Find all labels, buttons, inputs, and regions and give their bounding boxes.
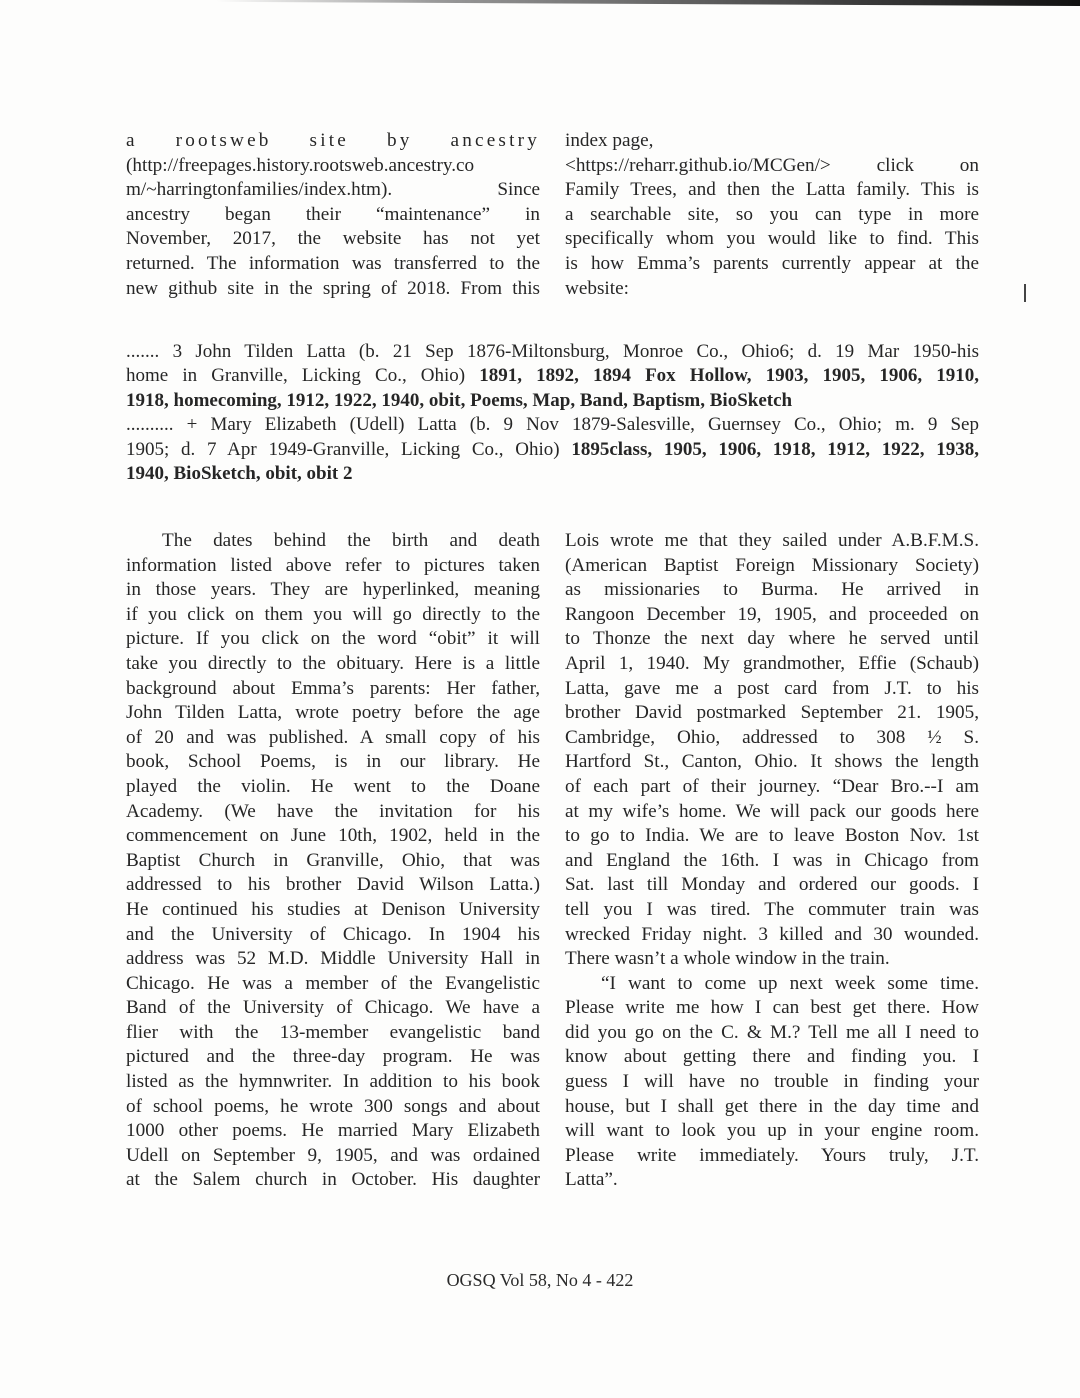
text-line: Udell on September 9, 1905, and was ordained <box>126 1144 540 1166</box>
text-line: Band of the University of Chicago. We have a <box>126 997 540 1019</box>
page-footer: OGSQ Vol 58, No 4 - 422 <box>446 1270 634 1290</box>
text-line: new github site in the spring of 2018. From this <box>126 277 540 299</box>
text-line: played the violin. He went to the Doane <box>126 775 540 797</box>
text-line: know about getting there and finding you. I <box>565 1046 979 1068</box>
entry-mary-line-3 <box>126 462 979 486</box>
text-line: will want to look you up in your engine room. <box>565 1120 979 1142</box>
text-line: wrecked Friday night. 3 killed and 30 wounded. <box>565 923 979 945</box>
text-line: Latta”. <box>565 1169 618 1191</box>
text-line: addressed to his brother David Wilson Latta.) <box>126 874 540 896</box>
bottom-right-column <box>565 529 979 1193</box>
text-line: pictured and the three-day program. He was <box>126 1046 540 1068</box>
text-line: at my wife’s home. We will pack our goods here <box>565 800 979 822</box>
text-line: tell you I was tired. The commuter train was <box>565 898 979 920</box>
entry-mary-line-1: .......... + Mary Elizabeth (Udell) Latta (b. 9 Nov 1879-Salesville, Guernsey Co., Ohio; m. 9 Sep <box>126 414 979 436</box>
entry-john-place: home in Granville, Licking Co., Ohio) <box>126 365 480 387</box>
text-line: index page, <box>565 130 654 151</box>
text-line: Rangoon December 19, 1905, and proceeded on <box>565 603 979 625</box>
text-line: and England the 16th. I was in Chicago from <box>565 849 979 871</box>
text-line: house, but I shall get there in the day time and <box>565 1095 979 1117</box>
text-line: The dates behind the birth and death <box>162 530 540 551</box>
text-line: ancestry began their “maintenance” in <box>126 203 540 225</box>
text-line: as missionaries to Burma. He arrived in <box>565 579 979 601</box>
text-line: Chicago. He was a member of the Evangelistic <box>126 972 540 994</box>
text-line: Baptist Church in Granville, Ohio, that was <box>126 849 540 871</box>
text-line: website: <box>565 277 629 299</box>
text-line: picture. If you click on the word “obit” it will <box>126 628 540 650</box>
text-line: November, 2017, the website has not yet <box>126 228 540 250</box>
text-line: book, School Poems, is in our library. He <box>126 751 540 773</box>
text-line: Hartford St., Canton, Ohio. It shows the length <box>565 751 979 773</box>
entry-john-photo-links[interactable]: 1891, 1892, 1894 Fox Hollow, 1903, 1905, 1906, 1910, <box>479 365 979 387</box>
text-line: to go to India. We are to leave Boston Nov. 1st <box>565 825 979 847</box>
text-line: to Thonze the next day where he served until <box>565 628 979 650</box>
text-line: guess I will have no trouble in finding your <box>565 1071 979 1093</box>
text-line: in those years. They are hyperlinked, meaning <box>126 579 540 601</box>
text-line: Cambridge, Ohio, addressed to 308 ½ S. <box>565 726 979 748</box>
entry-john-line-2 <box>126 364 979 388</box>
text-line: Academy. (We have the invitation for his <box>126 800 540 822</box>
text-line: of 20 and was published. A small copy of his <box>126 726 540 748</box>
text-line: 1000 other poems. He married Mary Elizabeth <box>126 1120 540 1142</box>
text-line: John Tilden Latta, wrote poetry before the age <box>126 702 540 724</box>
text-line: April 1, 1940. My grandmother, Effie (Schaub) <box>565 652 979 674</box>
text-line: of each part of their journey. “Dear Bro.--I am <box>565 775 979 797</box>
text-line: He continued his studies at Denison University <box>126 898 540 920</box>
text-line: information listed above refer to pictures taken <box>126 554 540 576</box>
text-line: commencement on June 10th, 1902, held in the <box>126 825 540 847</box>
text-line: take you directly to the obituary. Here is a little <box>126 652 540 674</box>
text-line: and the University of Chicago. In 1904 his <box>126 923 540 945</box>
text-line: specifically whom you would like to find. This <box>565 228 979 250</box>
bottom-left-column <box>126 529 540 1193</box>
scan-edge-shadow <box>0 0 1080 6</box>
entry-john-line-3 <box>126 389 979 413</box>
text-line: flier with the 13-member evangelistic band <box>126 1021 540 1043</box>
text-line: background about Emma’s parents: Her father, <box>126 677 540 699</box>
entry-john-line-1: ....... 3 John Tilden Latta (b. 21 Sep 1876-Miltonsburg, Monroe Co., Ohio6; d. 19 Mar 1950-his <box>126 341 979 362</box>
text-line: Sat. last till Monday and ordered our goods. I <box>565 874 979 896</box>
text-line: Please write me how I can best get there. How <box>565 997 979 1019</box>
text-line: if you click on them you will go directly to the <box>126 603 540 625</box>
entry-mary-line-2 <box>126 438 979 462</box>
genealogy-entry <box>126 340 979 486</box>
entry-mary-place: 1905; d. 7 Apr 1949-Granville, Licking Co., Ohio) <box>126 438 572 460</box>
text-line: did you go on the C. & M.? Tell me all I need to <box>565 1021 979 1043</box>
text-line: (American Baptist Foreign Missionary Society) <box>565 554 979 576</box>
text-line: at the Salem church in October. His daughter <box>126 1169 540 1191</box>
text-line: is how Emma’s parents currently appear at the <box>565 252 979 274</box>
top-left-column <box>126 129 540 301</box>
top-right-column <box>565 129 979 301</box>
text-line: returned. The information was transferred to the <box>126 252 540 274</box>
text-line: a rootsweb site by ancestry <box>126 130 540 151</box>
text-line: There wasn’t a whole window in the train. <box>565 948 890 970</box>
text-line: “I want to come up next week some time. <box>601 972 979 994</box>
text-line: brother David postmarked September 21. 1905, <box>565 702 979 724</box>
entry-john-more-links[interactable]: 1918, homecoming, 1912, 1922, 1940, obit, Poems, Map, Band, Baptism, BioSketch <box>126 389 793 411</box>
text-line: m/~harringtonfamilies/index.htm). Since <box>126 179 540 201</box>
text-line: Lois wrote me that they sailed under A.B.F.M.S. <box>565 530 979 551</box>
margin-mark <box>1024 284 1026 302</box>
text-line: listed as the hymnwriter. In addition to his book <box>126 1071 540 1093</box>
text-line: Family Trees, and then the Latta family. This is <box>565 179 979 201</box>
entry-mary-photo-links[interactable]: 1895class, 1905, 1906, 1918, 1912, 1922, 1938, <box>571 438 979 460</box>
text-line: Latta, gave me a post card from J.T. to his <box>565 677 979 699</box>
text-line: <https://reharr.github.io/MCGen/> click on <box>565 154 979 176</box>
text-line: of school poems, he wrote 300 songs and about <box>126 1095 540 1117</box>
entry-mary-more-links[interactable]: 1940, BioSketch, obit, obit 2 <box>126 462 353 484</box>
text-line: Please write immediately. Yours truly, J.T. <box>565 1144 979 1166</box>
text-line: address was 52 M.D. Middle University Hall in <box>126 948 540 970</box>
text-line: (http://freepages.history.rootsweb.ancestry.co <box>126 154 475 176</box>
text-line: a searchable site, so you can type in more <box>565 203 979 225</box>
